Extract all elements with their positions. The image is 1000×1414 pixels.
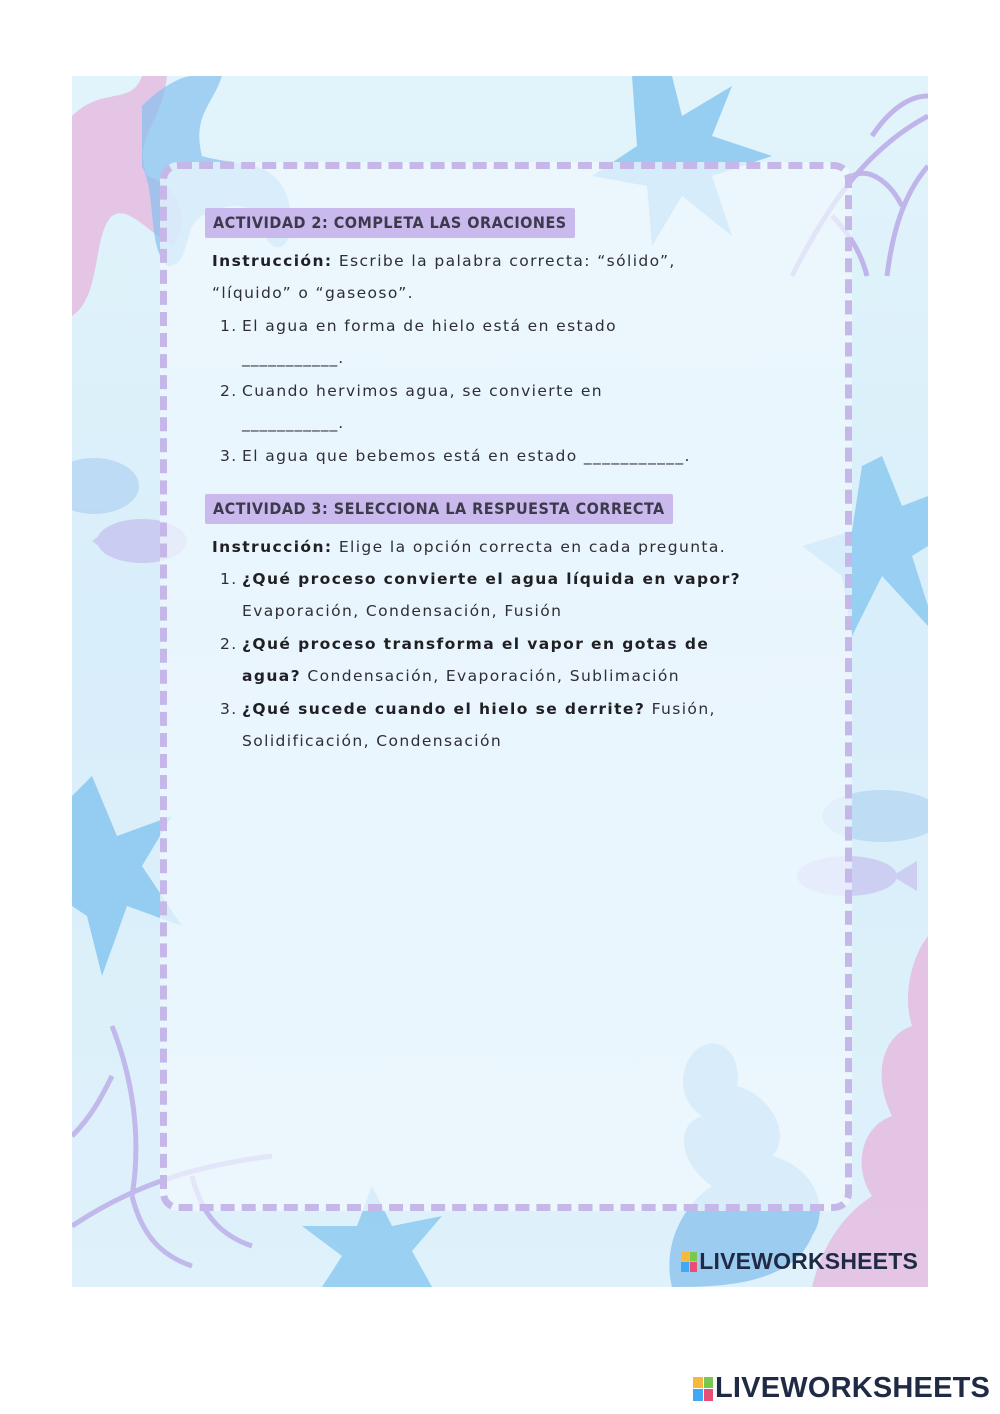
liveworksheets-logo <box>681 1248 918 1275</box>
activity-3-options-1[interactable]: Evaporación, Condensación, Fusión <box>242 602 563 620</box>
instruction-label: Instrucción: <box>212 252 333 270</box>
activity-2-title: ACTIVIDAD 2: COMPLETA LAS ORACIONES <box>205 208 575 238</box>
answer-blank-1[interactable]: ___________. <box>242 349 345 367</box>
activity-3-instruction <box>212 538 726 556</box>
activity-2-item-2: Cuando hervimos agua, se convierte en <box>242 382 603 400</box>
activity-3-title: ACTIVIDAD 3: SELECCIONA LA RESPUESTA CORRECTA <box>205 494 673 524</box>
liveworksheets-footer-logo <box>693 1372 990 1405</box>
instruction-text: Escribe la palabra correcta: “sólido”, <box>338 252 676 270</box>
instruction-label: Instrucción: <box>212 538 333 556</box>
activity-3-question-2 <box>242 635 709 653</box>
activity-3-question-1 <box>242 570 741 588</box>
worksheet-page <box>72 76 928 1287</box>
item-number: 3. <box>220 700 238 718</box>
footer-logo-text: LIVEWORKSHEETS <box>715 1372 991 1404</box>
activity-2-item-1: El agua en forma de hielo está en estado <box>242 317 618 335</box>
activity-3-question-3 <box>242 700 716 718</box>
question-text: ¿Qué proceso transforma el vapor en gotas de <box>242 635 710 653</box>
question-text: ¿Qué sucede cuando el hielo se derrite? <box>242 700 646 718</box>
logo-blocks-icon <box>681 1252 697 1272</box>
instruction-text: Elige la opción correcta en cada pregunta. <box>338 538 727 556</box>
item-number: 1. <box>220 570 238 588</box>
logo-blocks-icon <box>693 1377 713 1401</box>
item-number: 1. <box>220 317 238 335</box>
activity-3-options-3-cont[interactable]: Solidificación, Condensación <box>242 732 503 750</box>
activity-2-instruction <box>212 252 676 270</box>
question-text: ¿Qué proceso convierte el agua líquida en vapor? <box>242 570 742 588</box>
answer-blank-2[interactable]: ___________. <box>242 414 345 432</box>
question-text: agua? <box>242 667 302 685</box>
activity-2-instruction-cont: “líquido” o “gaseoso”. <box>212 284 414 302</box>
activity-2-item-3[interactable]: El agua que bebemos está en estado ___________. <box>242 447 691 465</box>
logo-text: LIVEWORKSHEETS <box>699 1248 918 1274</box>
options-2[interactable]: Condensación, Evaporación, Sublimación <box>307 667 680 685</box>
item-number: 3. <box>220 447 238 465</box>
item-number: 2. <box>220 382 238 400</box>
options-3[interactable]: Fusión, <box>651 700 716 718</box>
activity-3-question-2-cont <box>242 667 680 685</box>
item-number: 2. <box>220 635 238 653</box>
